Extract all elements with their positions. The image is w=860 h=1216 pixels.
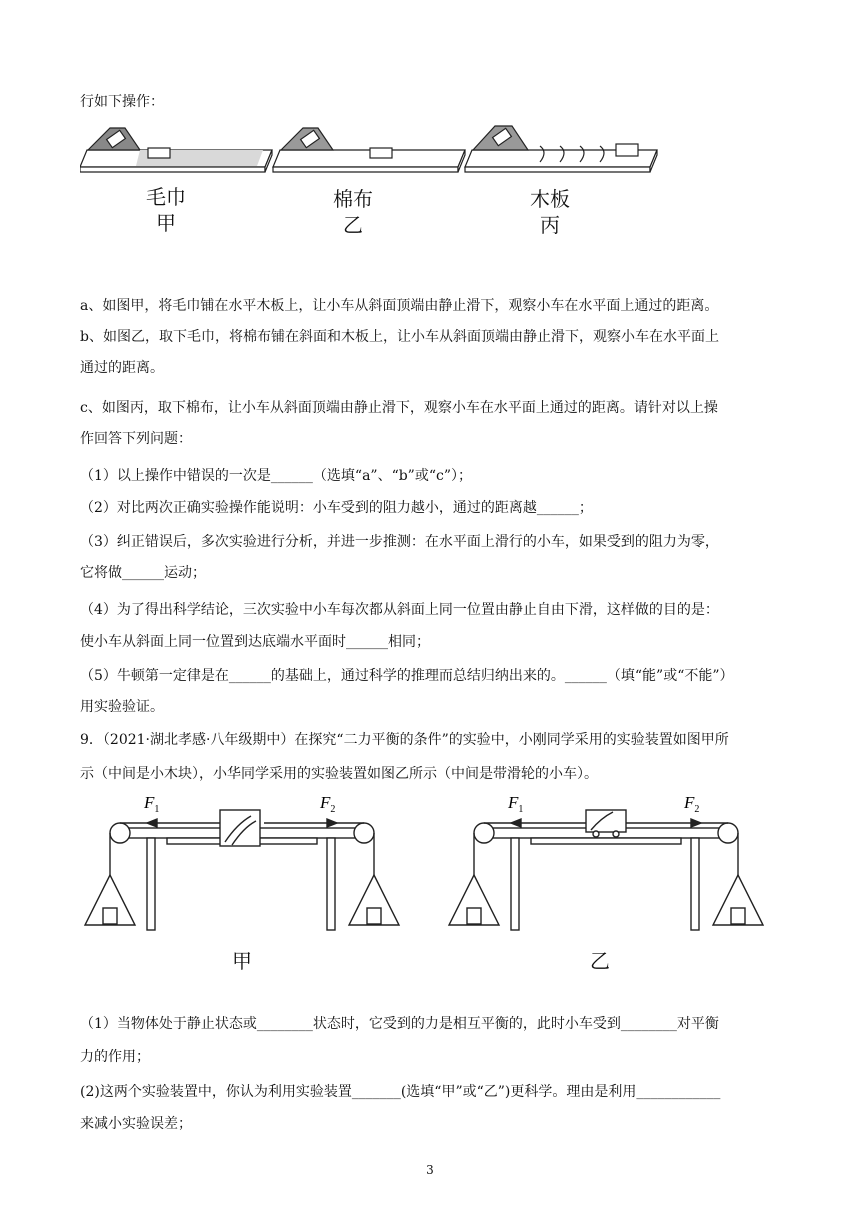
question-5b: 用实验验证。 (80, 699, 164, 715)
question-4b: 使小车从斜面上同一位置到达底端水平面时______相同； (80, 634, 430, 650)
f1-sub-yi: 1 (518, 804, 524, 815)
question-3a: （3）纠正错误后，多次实验进行分析，并进一步推测：在水平面上滑行的小车，如果受到的阻力为零， (80, 534, 719, 550)
ramp-figure (80, 122, 660, 174)
balance-apparatus-yi (446, 790, 766, 935)
q9-1a: （1）当物体处于静止状态或________状态时，它受到的力是相互平衡的，此时小车受到________对平衡 (80, 1016, 719, 1032)
question-4a: （4）为了得出科学结论，三次实验中小车每次都从斜面上同一位置由静止自由下滑，这样做的目的是： (80, 602, 719, 618)
f2-sub-yi: 2 (694, 804, 700, 815)
f2-symbol-jia: F (320, 793, 331, 812)
fig-label-jia: 甲 (232, 949, 252, 973)
text-line-c2: 作回答下列问题： (80, 431, 192, 447)
question-3b: 它将做______运动； (80, 565, 206, 581)
force-f1-label-yi (507, 793, 523, 815)
caption-cotton (313, 186, 393, 238)
f1-sub-jia: 1 (154, 804, 160, 815)
intro-text: 行如下操作： (80, 94, 164, 110)
force-f2-label-jia (319, 793, 335, 815)
caption-cotton-label: 乙 (343, 213, 363, 237)
q9-2a: (2)这两个实验装置中，你认为利用实验装置_______(选填“甲”或“乙”)更科学。理由是利用____________ (80, 1084, 721, 1100)
question-1: （1）以上操作中错误的一次是______（选填“a”、“b”或“c”）； (80, 468, 472, 484)
text-line-b2: 通过的距离。 (80, 360, 164, 376)
caption-towel (126, 184, 206, 236)
problem-9-a: 9．（2021·湖北孝感·八年级期中）在探究“二力平衡的条件”的实验中，小刚同学采用的实验装置如图甲所 (80, 732, 729, 748)
q9-1b: 力的作用； (80, 1049, 150, 1065)
text-line-c1: c、如图丙，取下棉布，让小车从斜面顶端由静止滑下，观察小车在水平面上通过的距离。请针对以上操 (80, 400, 718, 416)
caption-wood (510, 186, 590, 238)
fig-label-yi: 乙 (590, 949, 610, 973)
caption-cotton-material: 棉布 (333, 187, 373, 211)
balance-apparatus-jia (82, 790, 402, 935)
question-5a: （5）牛顿第一定律是在______的基础上，通过科学的推理而总结归纳出来的。______（填“能”或“不能”） (80, 668, 734, 684)
text-line-b1: b、如图乙，取下毛巾，将棉布铺在斜面和木板上，让小车从斜面顶端由静止滑下，观察小车在水平面上 (80, 329, 719, 345)
f2-symbol-yi: F (684, 793, 695, 812)
problem-9-b: 示（中间是小木块），小华同学采用的实验装置如图乙所示（中间是带滑轮的小车）。 (80, 766, 598, 782)
question-2: （2）对比两次正确实验操作能说明：小车受到的阻力越小，通过的距离越______； (80, 500, 593, 516)
f1-symbol-jia: F (144, 793, 155, 812)
caption-towel-material: 毛巾 (146, 185, 186, 209)
caption-towel-label: 甲 (156, 211, 176, 235)
force-f1-label-jia (143, 793, 159, 815)
text-line-a: a、如图甲，将毛巾铺在水平木板上，让小车从斜面顶端由静止滑下，观察小车在水平面上通过的距离。 (80, 298, 719, 314)
caption-wood-material: 木板 (530, 187, 570, 211)
force-f2-label-yi (683, 793, 699, 815)
page-number: 3 (426, 1163, 434, 1177)
f1-symbol-yi: F (508, 793, 519, 812)
f2-sub-jia: 2 (330, 804, 336, 815)
q9-2b: 来减小实验误差； (80, 1116, 192, 1132)
caption-wood-label: 丙 (540, 213, 560, 237)
